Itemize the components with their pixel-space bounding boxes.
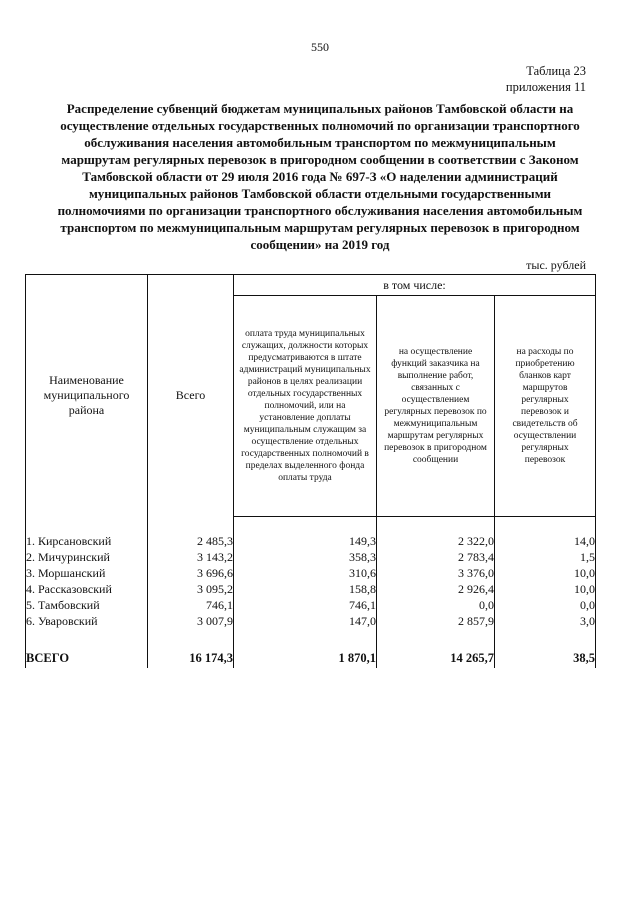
district-name: 5. Тамбовский (26, 597, 148, 613)
forms-value: 10,0 (495, 565, 596, 581)
table-row (26, 549, 596, 565)
table-row (26, 533, 596, 549)
header-col-forms (495, 296, 596, 517)
customer-functions-value: 2 926,4 (377, 581, 495, 597)
district-name: 2. Мичуринский (26, 549, 148, 565)
table-row (26, 613, 596, 629)
document-title: Распределение субвенций бюджетам муниципальных районов Тамбовской области на осуществление отдельных государственных полномочий по организации транспортного обслуживания населения автомобильным транспортом по межмуниципальным маршрутам регулярных перевозок в пригородном сообщении в соответствии с Законом Тамбовской области от 29 июля 2016 года № 697-З «О наделении администраций муниципальных районов Тамбовской области отдельными государственными полномочиями по организации транспортного обслуживания населения автомобильным транспортом по межмуниципальным маршрутам регулярных перевозок в пригородном сообщении» на 2019 год (57, 101, 583, 252)
forms-value: 1,5 (495, 549, 596, 565)
header-col-salary (234, 296, 377, 517)
forms-value: 14,0 (495, 533, 596, 549)
customer-functions-value: 0,0 (377, 597, 495, 613)
total-value: 2 485,3 (148, 533, 234, 549)
forms-value: 0,0 (495, 597, 596, 613)
salary-value: 358,3 (234, 549, 377, 565)
page-number: 550 (311, 40, 329, 54)
subsidy-table (25, 274, 596, 668)
total-value: 3 007,9 (148, 613, 234, 629)
table-reference (506, 63, 586, 95)
total-value: 3 143,2 (148, 549, 234, 565)
total-value: 3 095,2 (148, 581, 234, 597)
header-district-name-text: Наименование муниципального района (43, 373, 130, 418)
district-name: 3. Моршанский (26, 565, 148, 581)
district-name: 4. Рассказовский (26, 581, 148, 597)
salary-value: 149,3 (234, 533, 377, 549)
table-row (26, 565, 596, 581)
header-col-customer-functions (377, 296, 495, 517)
district-name: 1. Кирсановский (26, 533, 148, 549)
customer-functions-value: 3 376,0 (377, 565, 495, 581)
forms-value: 10,0 (495, 581, 596, 597)
header-including: в том числе: (234, 275, 596, 296)
appendix-number: приложения 11 (505, 80, 586, 94)
header-col-salary-text: оплата труда муниципальных служащих, должности которых предусматриваются в штате администраций муниципальных районов в целях реализации отдельных государственных полномочий, или на установление доплаты муниципальным служащим за осуществление отдельных государственных полномочий в пределах выделенного фонда оплаты труда (239, 329, 371, 483)
district-name: 6. Уваровский (26, 613, 148, 629)
salary-value: 310,6 (234, 565, 377, 581)
customer-functions-value: 2 857,9 (377, 613, 495, 629)
customer-functions-value: 2 783,4 (377, 549, 495, 565)
header-total: Всего (148, 275, 234, 517)
total-label: ВСЕГО (26, 648, 148, 668)
table-number: Таблица 23 (526, 64, 586, 78)
table-row (26, 597, 596, 613)
forms-value: 3,0 (495, 613, 596, 629)
table-row (26, 581, 596, 597)
units-label: тыс. рублей (526, 258, 586, 272)
customer-functions-value: 2 322,0 (377, 533, 495, 549)
total-value: 746,1 (148, 597, 234, 613)
total-row (26, 648, 596, 668)
header-col-forms-text: на расходы по приобретению бланков карт маршрутов регулярных перевозок и свидетельств об осуществлении регулярных перевозок (512, 347, 578, 465)
salary-value: 746,1 (234, 597, 377, 613)
salary-value: 147,0 (234, 613, 377, 629)
grand-total-value: 16 174,3 (148, 648, 234, 668)
total-value: 3 696,6 (148, 565, 234, 581)
salary-value: 158,8 (234, 581, 377, 597)
header-district-name (26, 275, 148, 517)
header-col-customer-functions-text: на осуществление функций заказчика на выполнение работ, связанных с осуществлением регулярных перевозок по межмуниципальным маршрутам регулярных перевозок в пригородном сообщении (384, 347, 487, 465)
customer-functions-total-value: 14 265,7 (377, 648, 495, 668)
salary-total-value: 1 870,1 (234, 648, 377, 668)
forms-total-value: 38,5 (495, 648, 596, 668)
